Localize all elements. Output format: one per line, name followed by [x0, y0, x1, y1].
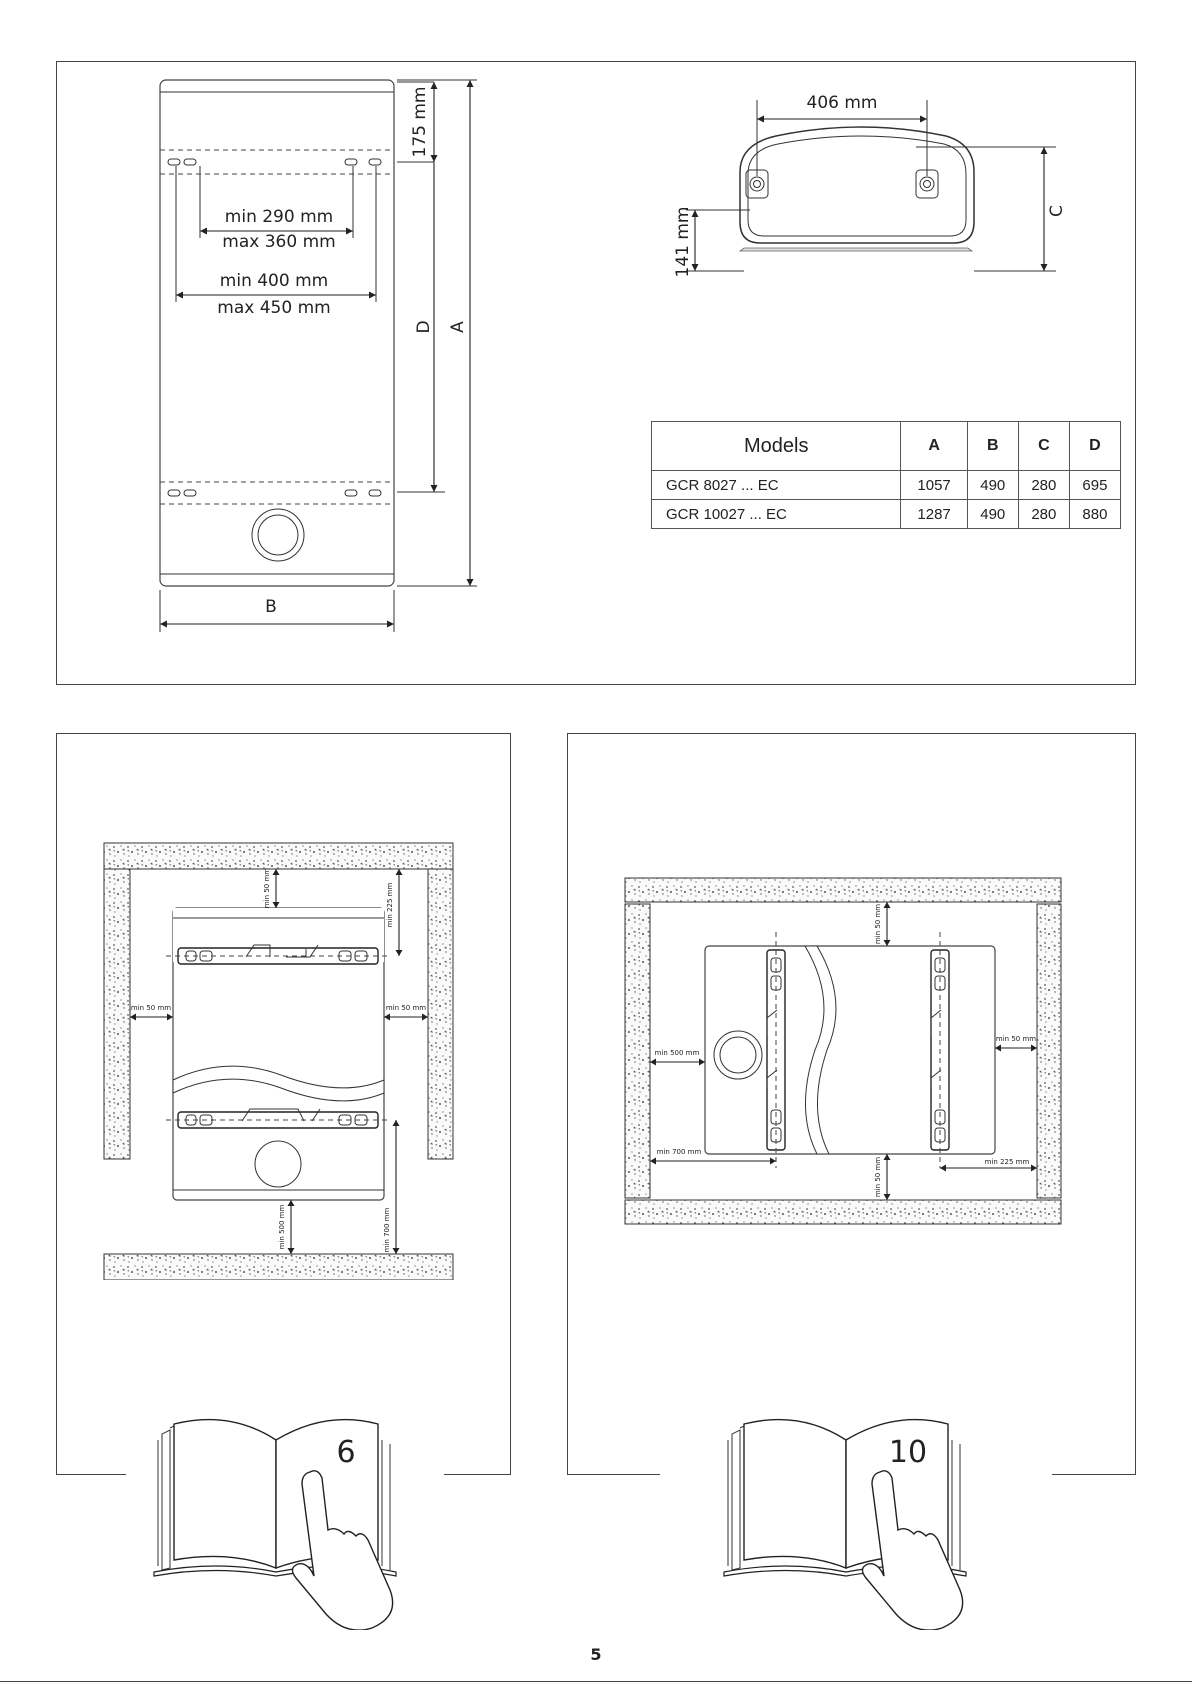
heater-top-view: [616, 62, 1136, 322]
ceiling-wall: [104, 843, 453, 869]
table-cell-model: GCR 10027 ... EC: [652, 500, 901, 529]
vert-bottom-right-gap-label: min 700 mm: [383, 1207, 391, 1253]
book-reference-right-icon: [720, 1400, 980, 1630]
dimension-175-label: 175 mm: [410, 86, 430, 158]
right-book-page-number: 10: [888, 1435, 928, 1470]
max-450-label: max 450 mm: [217, 298, 331, 318]
table-cell: 280: [1018, 471, 1069, 500]
table-cell: 880: [1069, 500, 1120, 529]
heater-outline: [705, 946, 995, 1154]
vert-right-gap-label: min 50 mm: [385, 1004, 427, 1012]
table-header-b: B: [967, 422, 1018, 471]
table-cell-model: GCR 8027 ... EC: [652, 471, 901, 500]
page-number: 5: [590, 1645, 602, 1664]
vertical-install-diagram: [56, 760, 511, 1280]
horiz-top-gap-label: min 50 mm: [874, 903, 882, 945]
dimension-406-label: 406 mm: [806, 93, 878, 113]
table-header-a: A: [901, 422, 967, 471]
table-cell: 1287: [901, 500, 967, 529]
table-cell: 695: [1069, 471, 1120, 500]
table-row: [652, 471, 1121, 500]
horiz-bottom-gap-label: min 50 mm: [874, 1156, 882, 1198]
dimensions-panel: [56, 61, 1136, 685]
table-row: [652, 500, 1121, 529]
ceiling-wall: [625, 878, 1061, 902]
left-book-page-number: 6: [336, 1435, 356, 1470]
horiz-right-gap-label: min 50 mm: [995, 1035, 1037, 1043]
table-header-d: D: [1069, 422, 1120, 471]
vert-left-gap-label: min 50 mm: [130, 1004, 172, 1012]
dimension-d-label: D: [414, 320, 434, 334]
table-cell: 280: [1018, 500, 1069, 529]
min-290-label: min 290 mm: [224, 207, 334, 227]
table-cell: 490: [967, 471, 1018, 500]
left-wall: [104, 869, 130, 1159]
vert-top-gap-label: min 50 mm: [263, 867, 271, 909]
horiz-bottom-right-gap-label: min 225 mm: [984, 1158, 1030, 1166]
vert-top-right-gap-label: min 225 mm: [386, 882, 394, 928]
horizontal-install-diagram: [567, 870, 1136, 1270]
heater-front-view: [57, 62, 617, 684]
book-reference-left-icon: [150, 1400, 410, 1630]
floor-wall: [104, 1254, 453, 1280]
table-header-c: C: [1018, 422, 1069, 471]
min-400-label: min 400 mm: [219, 271, 329, 291]
dimension-b-label: B: [265, 597, 277, 617]
vert-bottom-gap-label: min 500 mm: [278, 1204, 286, 1250]
table-cell: 490: [967, 500, 1018, 529]
table-header-models: Models: [652, 422, 901, 471]
left-wall: [625, 904, 650, 1198]
max-360-label: max 360 mm: [222, 232, 336, 252]
dimension-c-label: C: [1047, 205, 1067, 217]
footer-rule: [0, 1681, 1192, 1682]
dimension-141-label: 141 mm: [673, 206, 693, 278]
heater-body-outline: [160, 80, 394, 586]
table-cell: 1057: [901, 471, 967, 500]
floor-wall: [625, 1200, 1061, 1224]
horiz-bottom-left-gap-label: min 700 mm: [656, 1148, 702, 1156]
right-wall: [428, 869, 453, 1159]
models-dimension-table: [651, 421, 1121, 529]
right-wall: [1037, 904, 1061, 1198]
horiz-left-gap-label: min 500 mm: [654, 1049, 700, 1057]
dimension-a-label: A: [448, 321, 468, 333]
